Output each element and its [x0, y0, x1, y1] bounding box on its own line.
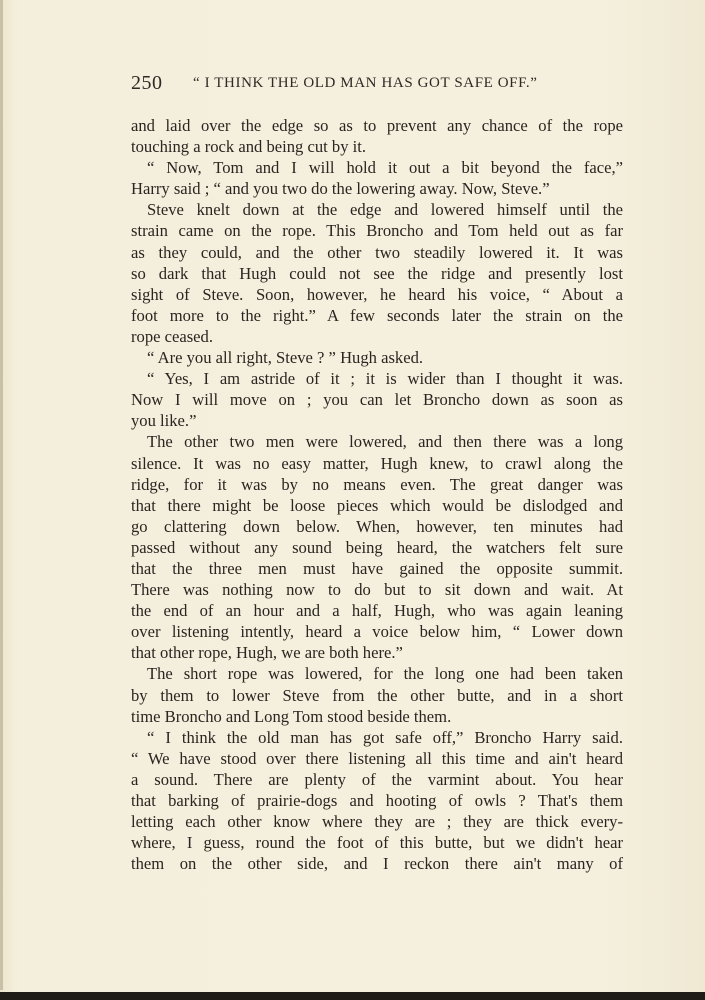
text-line: you like.”: [131, 411, 197, 431]
text-line: that barking of prairie-dogs and hooting of owls ? That's them: [131, 791, 623, 810]
text-line: so dark that Hugh could not see the ridge and presently lost: [131, 263, 623, 283]
text-line: ridge, for it was by no means even. The great danger was: [131, 474, 623, 494]
text-line: There was nothing now to do but to sit down and wait. At: [131, 580, 623, 600]
text-line: the end of an hour and a half, Hugh, who was again leaning: [131, 601, 623, 621]
text-line: The short rope was lowered, for the long one had been taken: [147, 664, 623, 684]
text-line: letting each other know where they are ; they are thick every-: [131, 812, 623, 832]
text-line: where, I guess, round the foot of this butte, but we didn't hear: [131, 833, 623, 853]
page-header: [131, 72, 623, 100]
text-line: foot more to the right.” A few seconds later the strain on the: [131, 305, 623, 325]
text-line: Now I will move on ; you can let Broncho down as soon as: [131, 390, 623, 410]
page-number: 250: [131, 72, 163, 94]
text-line: over listening intently, heard a voice below him, “ Lower down: [131, 622, 623, 642]
text-line: as they could, and the other two steadily lowered it. It was: [131, 242, 623, 262]
text-line: “ I think the old man has got safe off,” Broncho Harry said.: [147, 727, 623, 747]
text-line: by them to lower Steve from the other butte, and in a short: [131, 685, 623, 705]
text-line: touching a rock and being cut by it.: [131, 137, 367, 157]
text-line: Steve knelt down at the edge and lowered himself until the: [147, 200, 623, 220]
text-line: Harry said ; “ and you two do the lowering away. Now, Steve.”: [131, 179, 550, 199]
text-line: that the three men must have gained the opposite summit.: [131, 558, 623, 578]
text-line: “ Are you all right, Steve ? ” Hugh asked.: [147, 348, 424, 368]
page-left-edge: [0, 0, 3, 990]
text-line: “ We have stood over there listening all this time and ain't heard: [131, 748, 623, 768]
text-line: that other rope, Hugh, we are both here.”: [131, 643, 403, 663]
text-line: and laid over the edge so as to prevent any chance of the rope: [131, 116, 623, 135]
text-line: time Broncho and Long Tom stood beside them.: [131, 706, 452, 726]
text-line: a sound. There are plenty of the varmint about. You hear: [131, 769, 623, 789]
text-line: “ Yes, I am astride of it ; it is wider than I thought it was.: [147, 369, 623, 389]
text-line: that there might be loose pieces which would be dislodged and: [131, 495, 623, 515]
text-line: strain came on the rope. This Broncho and Tom held out as far: [131, 221, 623, 241]
running-title: “ I THINK THE OLD MAN HAS GOT SAFE OFF.”: [193, 75, 538, 91]
body-text: [131, 115, 623, 874]
page-bottom-edge: [0, 992, 705, 1000]
text-line: passed without any sound being heard, the watchers felt sure: [131, 537, 623, 557]
text-line: sight of Steve. Soon, however, he heard his voice, “ About a: [131, 284, 623, 304]
text-line: “ Now, Tom and I will hold it out a bit beyond the face,”: [147, 158, 623, 178]
text-line: rope ceased.: [131, 326, 213, 346]
text-line: go clattering down below. When, however, ten minutes had: [131, 516, 623, 536]
text-line: The other two men were lowered, and then there was a long: [147, 432, 623, 452]
text-line: them on the other side, and I reckon there ain't many of: [131, 854, 623, 874]
text-line: silence. It was no easy matter, Hugh knew, to crawl along the: [131, 453, 623, 473]
